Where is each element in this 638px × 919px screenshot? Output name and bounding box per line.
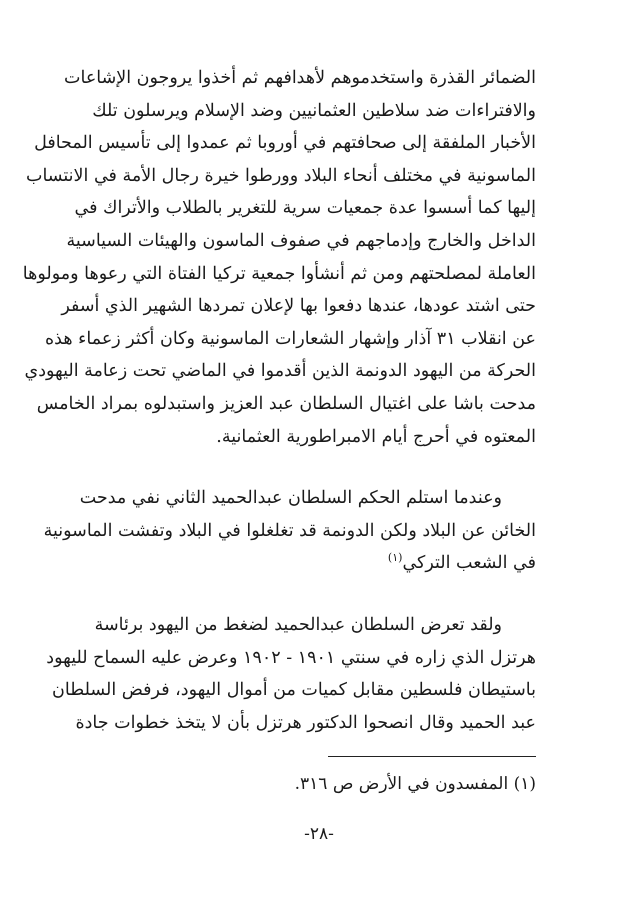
main-text [22, 62, 536, 739]
paragraph-gap [96, 453, 536, 482]
text-line: هرتزل الذي زاره في سنتي ١٩٠١ - ١٩٠٢ وعرض عليه السماح لليهود [46, 647, 536, 668]
text-line: إليها كما أسسوا عدة جمعيات سرية للتغرير بالطلاب والأتراك في [74, 198, 536, 219]
text-line: الماسونية في مختلف أنحاء البلاد وورطوا خيرة رجال الأمة في الانتساب [25, 165, 536, 186]
text-line: عن انقلاب ٣١ آذار وإشهار الشعارات الماسونية وكان أكثر زعماء هذه [45, 328, 536, 349]
text-line: باستيطان فلسطين مقابل كميات من أموال اليهود، فرفض السلطان [52, 680, 536, 701]
text-line: في الشعب التركي [402, 553, 536, 574]
text-line: العاملة لمصلحتهم ومن ثم أنشأوا جمعية تركيا الفتاة التي رعوها ومولوها [22, 263, 536, 284]
text-line: حتى اشتد عودها، عندها دفعوا بها لإعلان تمردها الشهير الذي أسفر [61, 296, 536, 317]
text-line: عبد الحميد وقال انصحوا الدكتور هرتزل بأن لا يتخذ خطوات جادة [75, 712, 536, 733]
text-line: الخائن عن البلاد ولكن الدونمة قد تغلغلوا في البلاد وتفشت الماسونية [43, 520, 536, 541]
text-line: والافتراءات ضد سلاطين العثمانيين وضد الإسلام ويرسلون تلك [92, 100, 536, 121]
text-line-with-footnote [96, 547, 536, 580]
text-line: الضمائر القذرة واستخدموهم لأهدافهم ثم أخذوا يروجون الإشاعات [64, 68, 536, 88]
footnote: (١) المفسدون في الأرض ص ٣١٦. [294, 774, 536, 794]
text-line: الداخل والخارج وإدماجهم في صفوف الماسون والهيئات السياسية [66, 230, 536, 251]
page-number: -٢٨- [304, 824, 334, 844]
paragraph-1 [22, 62, 536, 453]
text-line: ولقد تعرض السلطان عبدالحميد لضغط من اليهود برئاسة [94, 614, 502, 635]
text-line: مدحت باشا على اغتيال السلطان عبد العزيز واستبدلوه بمراد الخامس [36, 393, 536, 414]
text-line: وعندما استلم الحكم السلطان عبدالحميد الثاني نفي مدحت [79, 488, 502, 509]
text-line: الحركة من اليهود الدونمة الذين أقدموا في الماضي تحت زعامة اليهودي [24, 361, 536, 382]
footnote-reference: (١) [387, 551, 403, 565]
text-line: المعتوه في أحرج أيام الامبراطورية العثمانية. [216, 426, 536, 447]
text-line: الأخبار الملفقة إلى صحافتهم في أوروبا ثم عمدوا إلى تأسيس المحافل [34, 133, 536, 154]
paragraph-3 [46, 609, 536, 739]
paragraph-gap [96, 580, 536, 609]
footnote-divider [328, 756, 536, 757]
paragraph-2 [43, 482, 536, 580]
